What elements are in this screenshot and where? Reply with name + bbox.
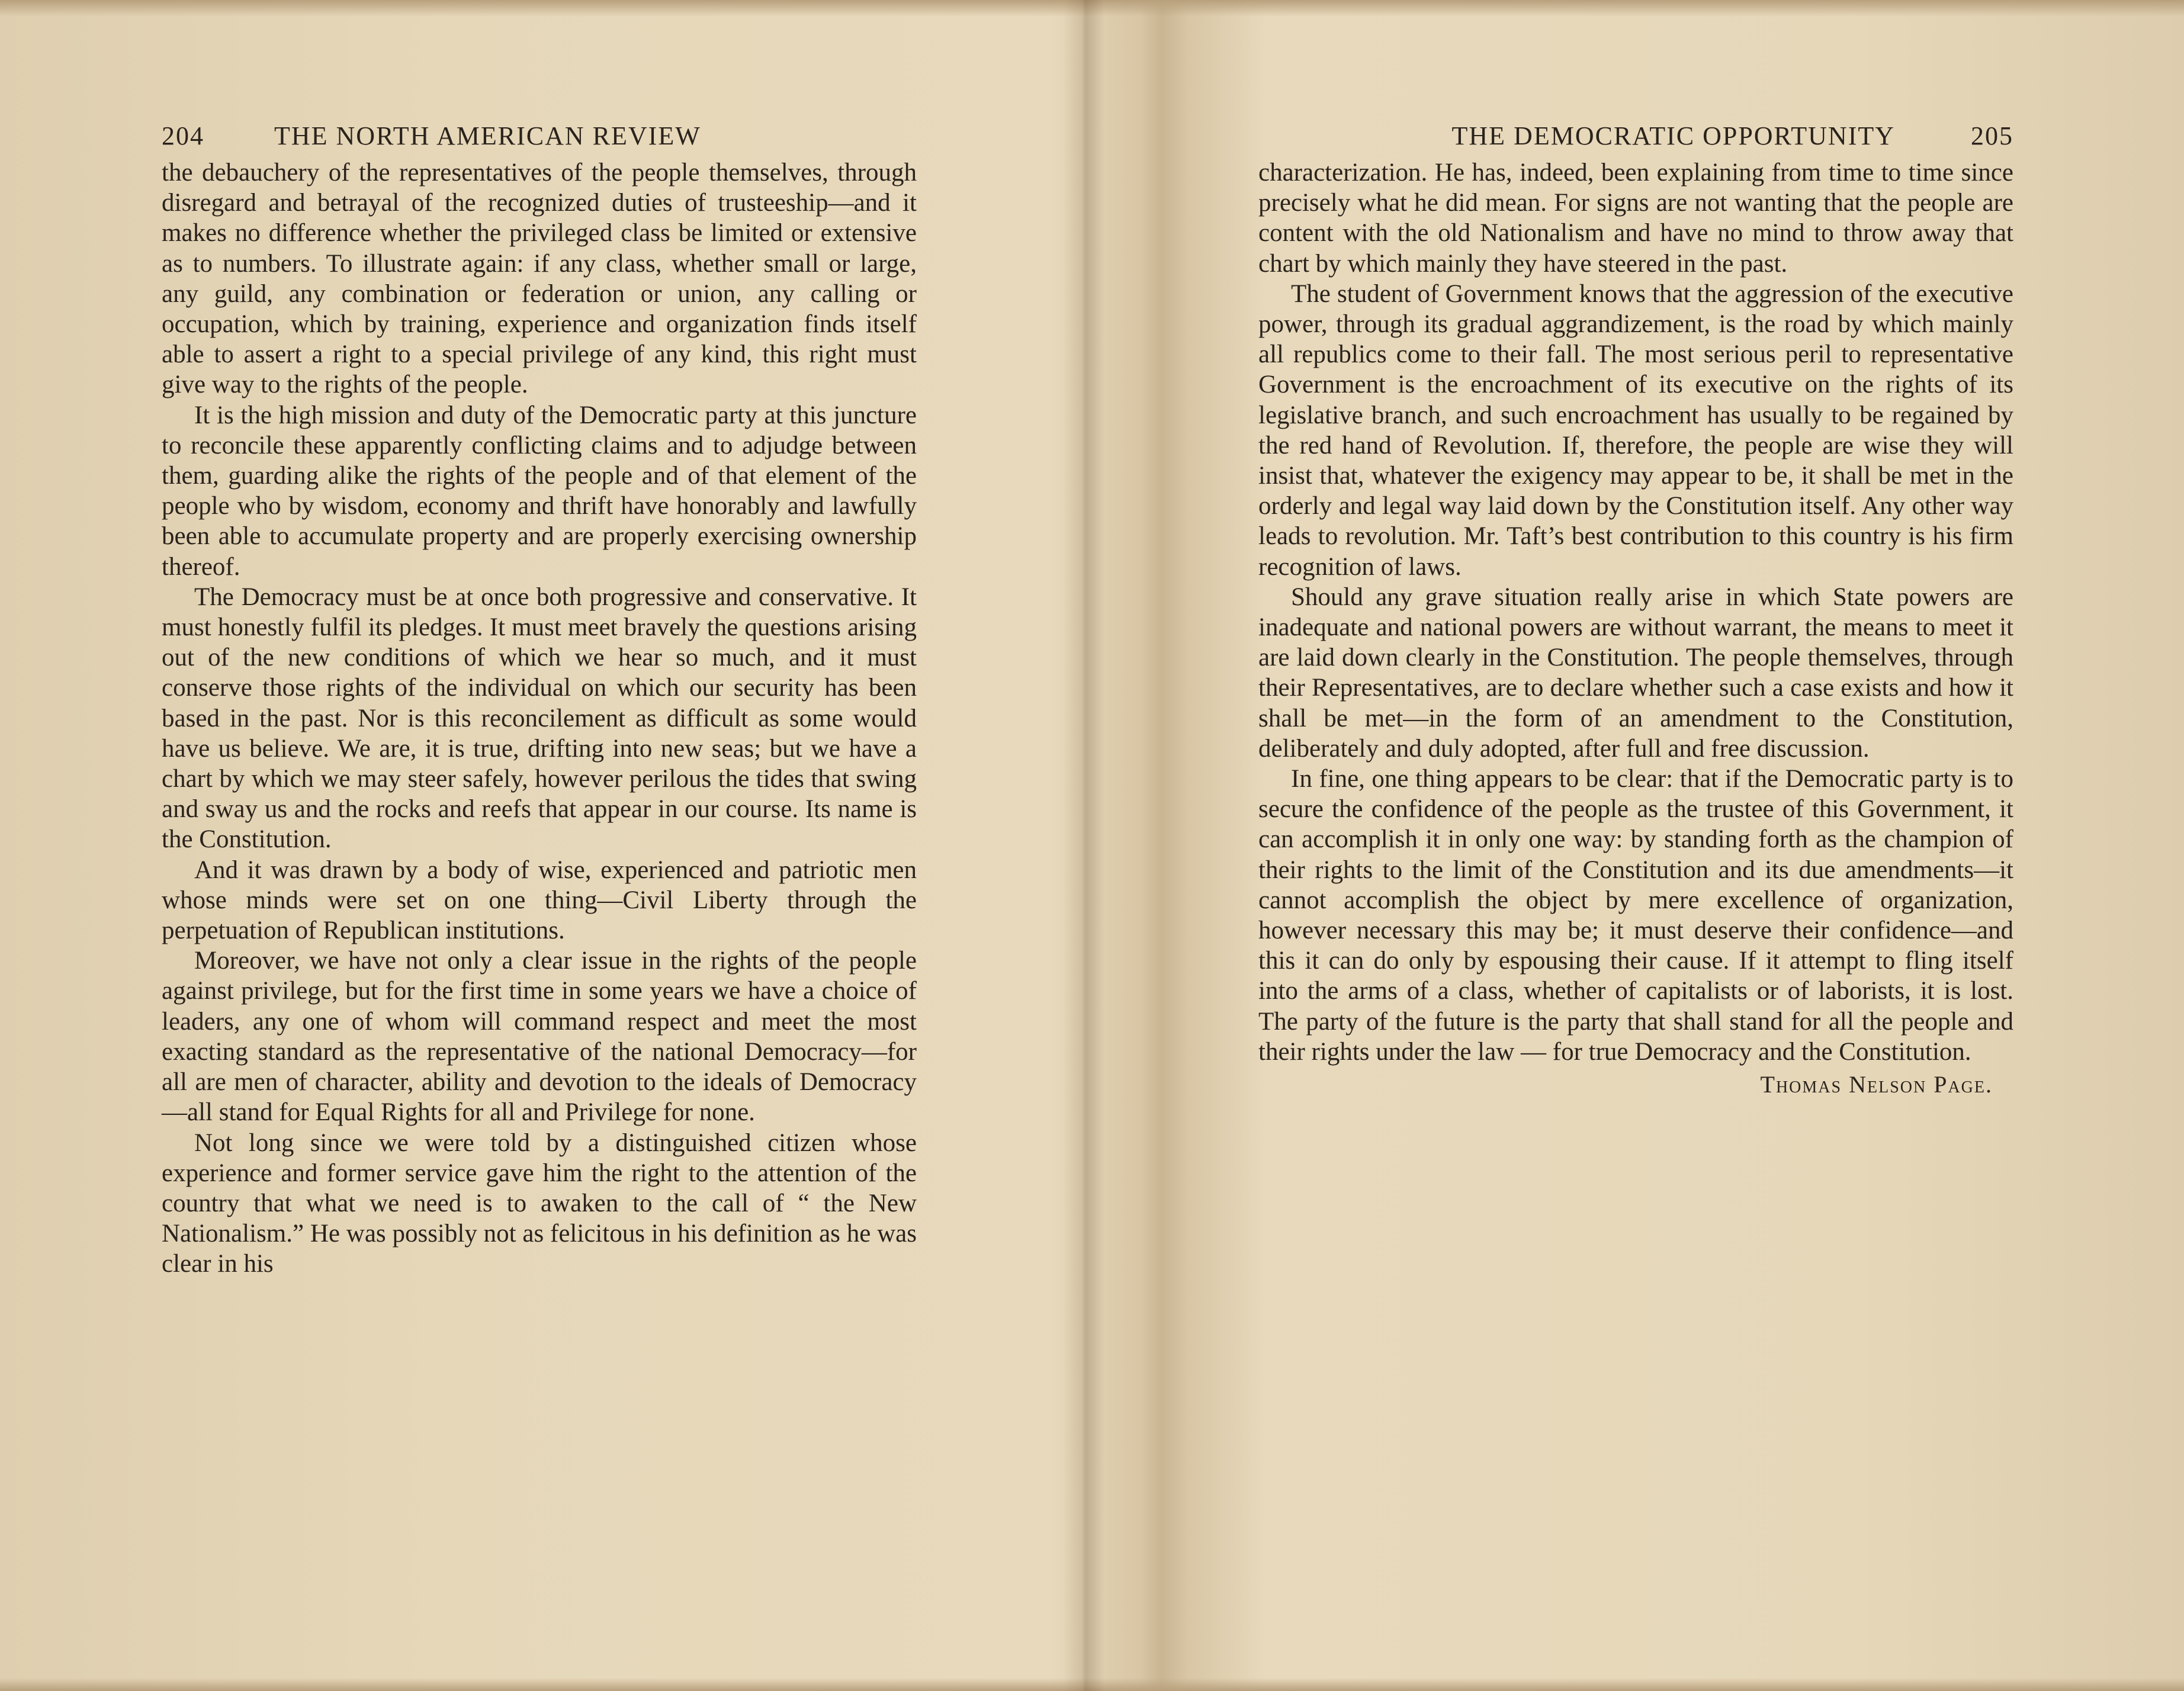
paragraph: Should any grave situation really arise in which State powers are inadequate and national powers are without warrant, the means to meet it are laid down clearly in the Constitution. The people themselves, through their Representatives, are to declare whether such a case exists and how it shall be met—in the form of an amendment to the Constitution, deliberately and duly adopted, after full and free discussion.	[1258, 583, 2013, 763]
page-number: 205	[1971, 121, 2013, 150]
right-page-body	[1258, 157, 2013, 1067]
left-page-body	[162, 157, 917, 1279]
page-number: 204	[162, 121, 204, 150]
paragraph: Moreover, we have not only a clear issue in the rights of the people against privilege, but for the first time in some years we have a choice of leaders, any one of whom will command respect and meet the most exacting standard as the representative of the national Democracy—for all are men of character, ability and devotion to the ideals of Democracy—all stand for Equal Rights for all and Privilege for none.	[162, 947, 917, 1127]
left-page	[162, 118, 917, 1279]
paragraph: The Democracy must be at once both progressive and conservative. It must honestly fulfil its pledges. It must meet bravely the questions arising out of the new conditions of which we hear so much, and it must conserve those rights of the individual on which our security has been based in the past. Nor is this reconcilement as difficult as some would have us believe. We are, it is true, drifting into new seas; but we have a chart by which we may steer safely, however perilous the tides that swing and sway us and the rocks and reefs that appear in our course. Its name is the Constitution.	[162, 583, 917, 854]
paragraph: characterization. He has, indeed, been explaining from time to time since precisely what he did mean. For signs are not wanting that the people are content with the old Nationalism and have no mind to throw away that chart by which mainly they have steered in the past.	[1258, 159, 2013, 278]
paragraph: Not long since we were told by a distinguished citizen whose experience and former service gave him the right to the attention of the country that what we need is to awaken to the call of “ the New Nationalism.” He was possibly not as felicitous in his definition as he was clear in his	[162, 1129, 917, 1278]
paragraph: In fine, one thing appears to be clear: that if the Democratic party is to secure the confidence of the people as the trustee of this Government, it can accomplish it in only one way: by standing forth as the champion of their rights to the limit of the Constitution and its due amendments—it cannot accomplish the object by mere excellence of organization, however necessary this may be; it must deserve their confidence—and this it can do only by espousing their cause. If it attempt to fling itself into the arms of a class, whether of capitalists or of laborists, it is lost. The party of the future is the party that shall stand for all the people and their rights under the law — for true Democracy and the Constitution.	[1258, 765, 2013, 1066]
running-head: THE DEMOCRATIC OPPORTUNITY	[1451, 121, 1895, 150]
paragraph: The student of Government knows that the aggression of the executive power, through its gradual aggrandizement, is the road by which mainly all republics come to their fall. The most serious peril to representative Government is the encroachment of its executive on the rights of its legislative branch, and such encroachment has usually to be regained by the red hand of Revolution. If, therefore, the people are wise they will insist that, whatever the exigency may appear to be, it shall be met in the orderly and legal way laid down by the Constitution itself. Any other way leads to revolution. Mr. Taft’s best contribution to this country is his firm recognition of laws.	[1258, 279, 2013, 581]
paragraph: It is the high mission and duty of the Democratic party at this juncture to reconcile these apparently conflicting claims and to adjudge between them, guarding alike the rights of the people and of that element of the people who by wisdom, economy and thrift have honorably and lawfully been able to accumulate property and are properly exercising ownership thereof.	[162, 401, 917, 581]
book-gutter	[1063, 0, 1104, 1691]
author-signature: Thomas Nelson Page.	[1760, 1071, 1993, 1098]
right-page	[1258, 118, 2013, 1100]
running-head: THE NORTH AMERICAN REVIEW	[274, 121, 701, 150]
left-page-header	[162, 118, 917, 154]
paragraph: And it was drawn by a body of wise, experienced and patriotic men whose minds were set on one thing—Civil Liberty through the perpetuation of Republican institutions.	[162, 856, 917, 945]
paragraph: the debauchery of the representatives of the people themselves, through disregard and betrayal of the recognized duties of trusteeship—and it makes no difference whether the privileged class be limited or extensive as to numbers. To illustrate again: if any class, whether small or large, any guild, any combination or federation or union, any calling or occupation, which by training, experience and organization finds itself able to assert a right to a special privilege of any kind, this right must give way to the rights of the people.	[162, 159, 917, 399]
right-page-header	[1258, 118, 2013, 154]
